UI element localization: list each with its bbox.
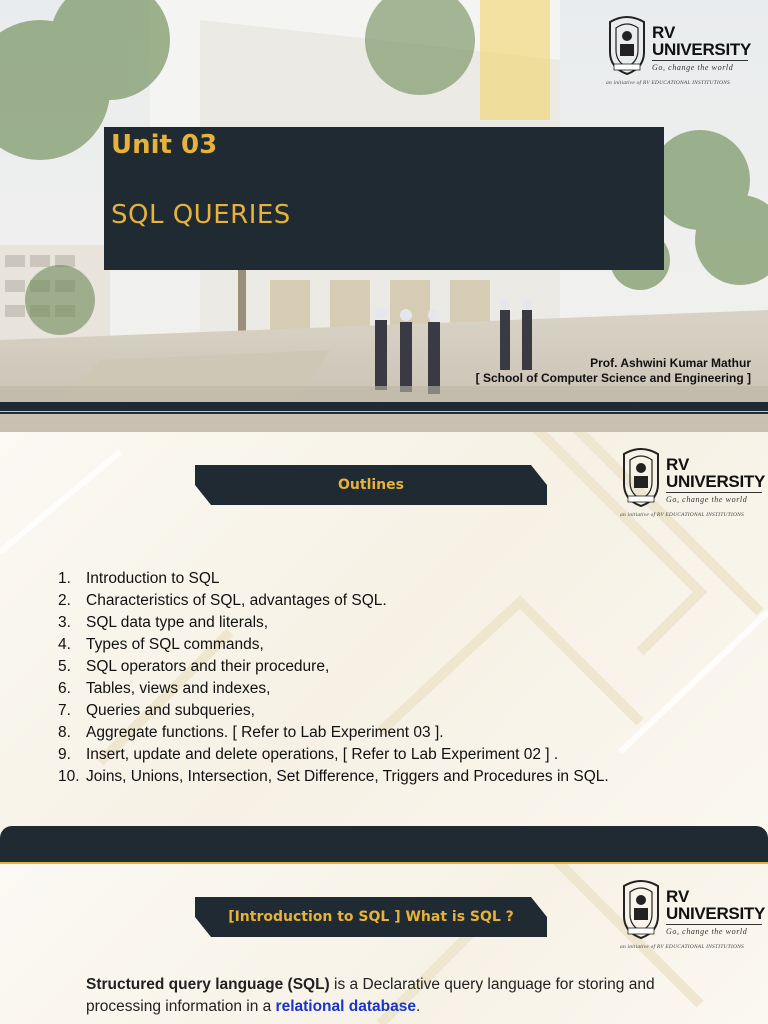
logo-tagline: Go, change the world <box>652 63 734 72</box>
intro-paragraph <box>86 974 706 1018</box>
list-item <box>58 590 609 612</box>
intro-banner <box>195 897 547 937</box>
item-number: 3. <box>58 614 71 631</box>
list-item <box>58 568 609 590</box>
outlines-slide <box>0 432 768 864</box>
item-text: Insert, update and delete operations, [ Refer to Lab Experiment 02 ] . <box>86 746 559 763</box>
intro-heading: [Introduction to SQL ] What is SQL ? <box>228 909 514 925</box>
crest-icon <box>620 878 662 940</box>
item-text: Queries and subqueries, <box>86 702 255 719</box>
outlines-banner <box>195 465 547 505</box>
unit-title: SQL QUERIES <box>111 200 291 230</box>
bottom-band <box>0 826 768 864</box>
list-item <box>58 612 609 634</box>
list-item <box>58 744 609 766</box>
item-text: Aggregate functions. [ Refer to Lab Experiment 03 ]. <box>86 724 444 741</box>
bottom-band-line <box>0 412 768 414</box>
item-number: 6. <box>58 680 71 697</box>
logo-initiative: an initiative of RV EDUCATIONAL INSTITUTIONS <box>606 80 730 86</box>
list-item <box>58 766 609 788</box>
logo-initiative: an initiative of RV EDUCATIONAL INSTITUTIONS <box>620 512 744 518</box>
item-text: Characteristics of SQL, advantages of SQL. <box>86 592 387 609</box>
presenter-name: Prof. Ashwini Kumar Mathur <box>590 356 751 370</box>
item-number: 5. <box>58 658 71 675</box>
list-item <box>58 634 609 656</box>
item-text: SQL data type and literals, <box>86 614 269 631</box>
item-number: 9. <box>58 746 71 763</box>
logo-divider <box>652 60 748 61</box>
list-item <box>58 656 609 678</box>
intro-text-2: . <box>415 998 421 1015</box>
item-number: 1. <box>58 570 71 587</box>
item-text: Types of SQL commands, <box>86 636 264 653</box>
logo-university-text: UNIVERSITY <box>652 40 752 59</box>
bottom-band <box>0 402 768 411</box>
relational-database-link[interactable]: relational database <box>275 998 416 1015</box>
logo-divider <box>666 924 762 925</box>
sql-term: Structured query language (SQL) <box>86 976 330 993</box>
crest-icon <box>620 446 662 508</box>
logo-divider <box>666 492 762 493</box>
item-number: 4. <box>58 636 71 653</box>
item-number: 10. <box>58 768 80 785</box>
presenter-department: [ School of Computer Science and Engineering ] <box>475 371 751 385</box>
crest-icon <box>606 14 648 76</box>
item-text: Joins, Unions, Intersection, Set Difference, Triggers and Procedures in SQL. <box>86 768 609 785</box>
outlines-heading: Outlines <box>338 477 404 493</box>
logo-initiative: an initiative of RV EDUCATIONAL INSTITUTIONS <box>620 944 744 950</box>
item-number: 2. <box>58 592 71 609</box>
unit-label: Unit 03 <box>111 130 218 160</box>
logo-tagline: Go, change the world <box>666 927 748 936</box>
title-slide <box>0 0 768 432</box>
logo-tagline: Go, change the world <box>666 495 748 504</box>
title-box <box>104 127 664 270</box>
logo-university-text: UNIVERSITY <box>666 904 766 923</box>
intro-text-1: is a Declarative query language for storing and processing information in a <box>86 976 655 1015</box>
logo-rv-text: RV <box>666 455 690 474</box>
logo-rv-text: RV <box>652 23 676 42</box>
presenter-block <box>476 356 751 386</box>
list-item <box>58 678 609 700</box>
item-text: SQL operators and their procedure, <box>86 658 330 675</box>
list-item <box>58 722 609 744</box>
item-text: Introduction to SQL <box>86 570 220 587</box>
item-number: 8. <box>58 724 71 741</box>
item-number: 7. <box>58 702 71 719</box>
intro-slide <box>0 864 768 1024</box>
list-item <box>58 700 609 722</box>
outline-list <box>58 568 609 788</box>
logo-university-text: UNIVERSITY <box>666 472 766 491</box>
item-text: Tables, views and indexes, <box>86 680 271 697</box>
logo-rv-text: RV <box>666 887 690 906</box>
